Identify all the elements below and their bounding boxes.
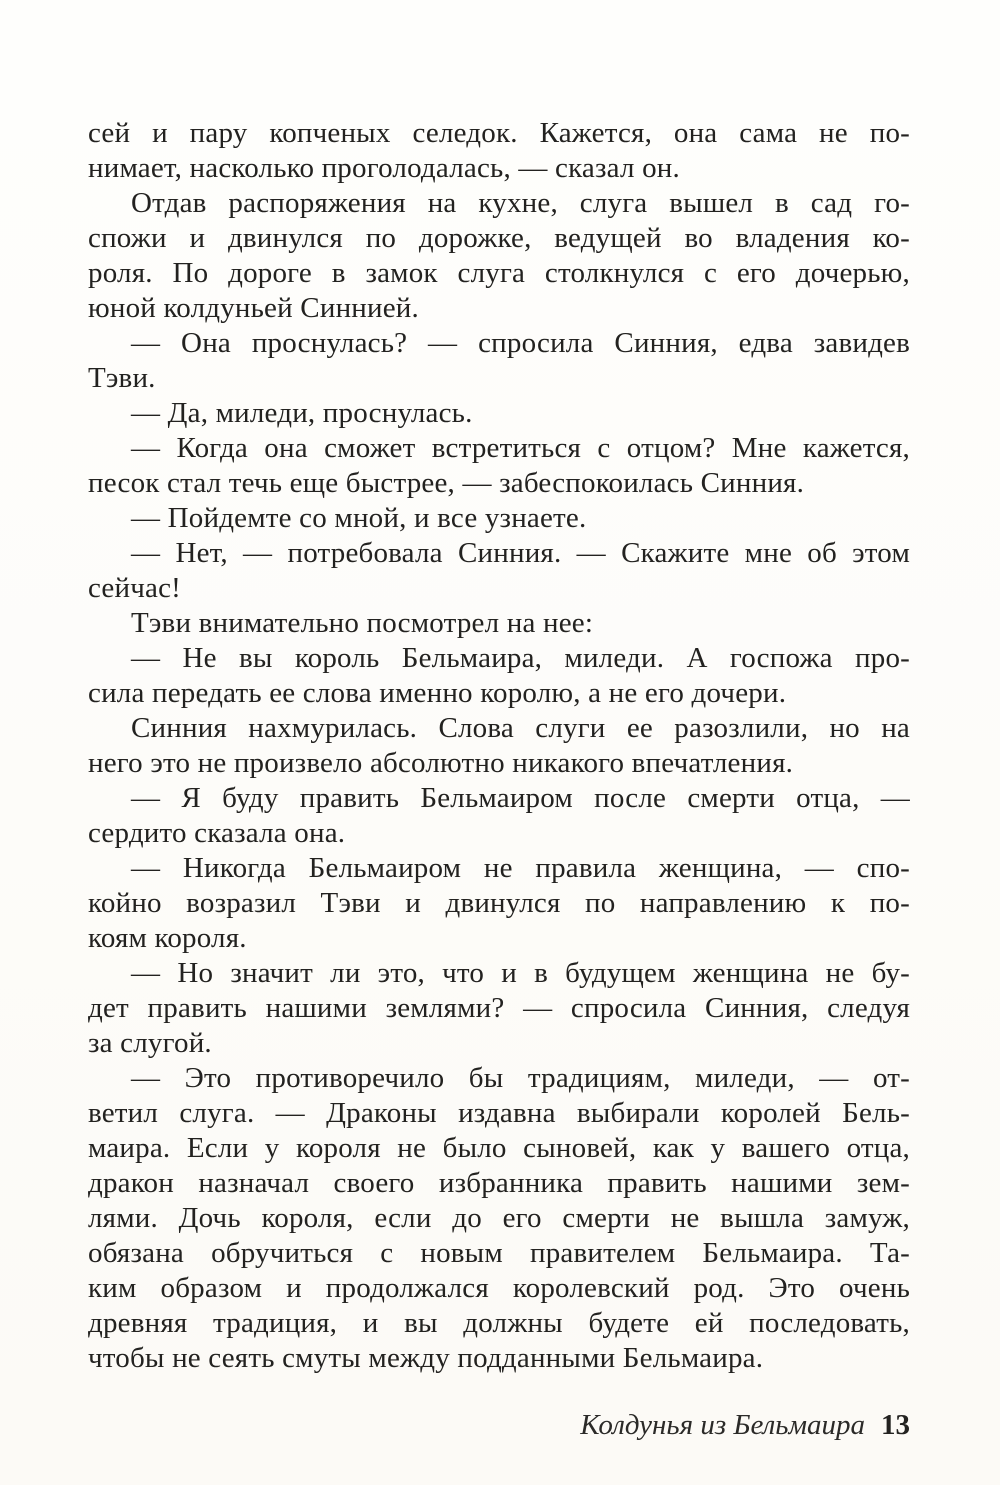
paragraph xyxy=(88,326,910,396)
text-line: — Она проснулась? — спросила Синния, едва завидев xyxy=(131,327,910,359)
text-line: сердито сказала она. xyxy=(88,817,346,849)
text-line: чтобы не сеять смуты между подданными Бельмаира. xyxy=(88,1342,764,1374)
text-line: сей и пару копченых селедок. Кажется, она сама не по- xyxy=(88,117,910,149)
text-line: за слугой. xyxy=(88,1027,212,1059)
text-line: песок стал течь еще быстрее, — забеспокоилась Синния. xyxy=(88,467,805,499)
paragraph xyxy=(88,501,910,536)
text-line: него это не произвело абсолютно никакого впечатления. xyxy=(88,747,794,779)
paragraph xyxy=(88,186,910,326)
text-line: — Но значит ли это, что и в будущем женщина не бу- xyxy=(131,957,910,989)
text-line: юной колдуньей Синнией. xyxy=(88,292,419,324)
text-line: сила передать ее слова именно королю, а не его дочери. xyxy=(88,677,787,709)
text-line: — Не вы король Бельмаира, миледи. А госпожа про- xyxy=(131,642,910,674)
text-line: — Я буду править Бельмаиром после смерти отца, — xyxy=(131,782,910,814)
paragraph xyxy=(88,956,910,1061)
text-line: сейчас! xyxy=(88,572,182,604)
text-line: — Никогда Бельмаиром не правила женщина, — спо- xyxy=(131,852,910,884)
text-line: дракон назначал своего избранника править нашими зем- xyxy=(88,1167,910,1199)
text-line: — Пойдемте со мной, и все узнаете. xyxy=(131,502,587,534)
paragraph xyxy=(88,1061,910,1376)
text-line: ким образом и продолжался королевский род. Это очень xyxy=(88,1272,910,1304)
text-line: — Когда она сможет встретиться с отцом? Мне кажется, xyxy=(131,432,910,464)
text-line: Синния нахмурилась. Слова слуги ее разозлили, но на xyxy=(131,712,910,744)
paragraph xyxy=(88,431,910,501)
paragraph xyxy=(88,116,910,186)
text-line: койно возразил Тэви и двинулся по направлению к по- xyxy=(88,887,910,919)
text-line: Отдав распоряжения на кухне, слуга вышел в сад го- xyxy=(131,187,910,219)
text-line: — Нет, — потребовала Синния. — Скажите мне об этом xyxy=(131,537,910,569)
paragraph xyxy=(88,536,910,606)
paragraph xyxy=(88,396,910,431)
text-line: роля. По дороге в замок слуга столкнулся с его дочерью, xyxy=(88,257,910,289)
page-footer xyxy=(580,1408,910,1443)
paragraph xyxy=(88,641,910,711)
text-line: дет править нашими землями? — спросила Синния, следуя xyxy=(88,992,910,1024)
paragraph xyxy=(88,606,910,641)
paragraph xyxy=(88,781,910,851)
text-line: коям короля. xyxy=(88,922,247,954)
text-line: древняя традиция, и вы должны будете ей последовать, xyxy=(88,1307,910,1339)
text-line: лями. Дочь короля, если до его смерти не вышла замуж, xyxy=(88,1202,910,1234)
text-line: Тэви. xyxy=(88,362,156,394)
text-line: маира. Если у короля не было сыновей, как у вашего отца, xyxy=(88,1132,910,1164)
paragraph xyxy=(88,851,910,956)
footer-book-title: Колдунья из Бельмаира xyxy=(580,1409,865,1441)
footer-page-number: 13 xyxy=(881,1409,910,1441)
text-line: нимает, насколько проголодалась, — сказал он. xyxy=(88,152,680,184)
text-line: — Это противоречило бы традициям, миледи, — от- xyxy=(131,1062,910,1094)
text-line: — Да, миледи, проснулась. xyxy=(131,397,473,429)
text-line: обязана обручиться с новым правителем Бельмаира. Та- xyxy=(88,1237,910,1269)
text-line: ветил слуга. — Драконы издавна выбирали королей Бель- xyxy=(88,1097,910,1129)
text-line: спожи и двинулся по дорожке, ведущей во владения ко- xyxy=(88,222,910,254)
text-block xyxy=(88,116,910,1376)
text-line: Тэви внимательно посмотрел на нее: xyxy=(131,607,594,639)
paragraph xyxy=(88,711,910,781)
